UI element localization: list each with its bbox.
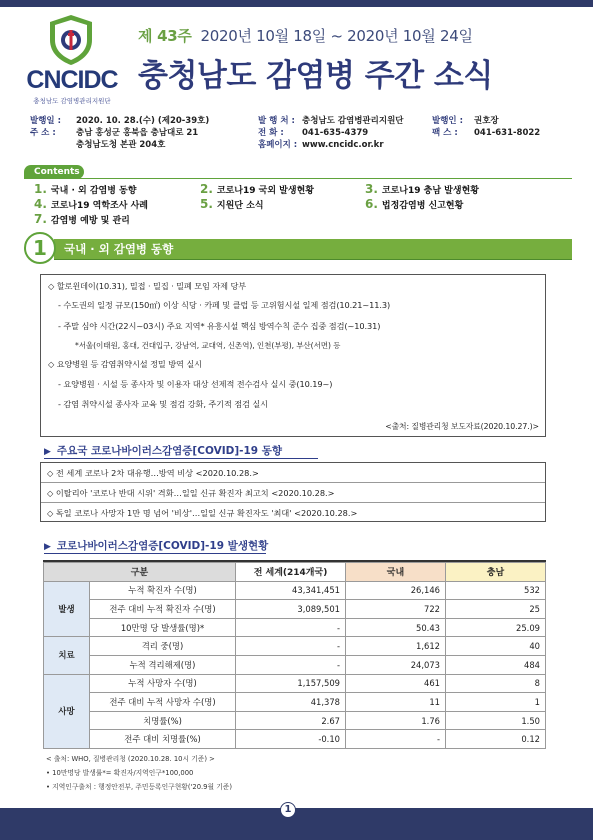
cell-korea: 24,073 [346,655,446,674]
cell-world: 2.67 [236,711,346,730]
major-news-1: ◇ 전 세계 코로나 2차 대유행…방역 비상 <2020.10.28.> [47,468,259,478]
section1-line-4: *서울(이태원, 홍대, 건대입구, 강남역, 교대역, 신촌역), 인천(부평), 부산(서면) 등 [75,341,341,350]
footnote-incidence: • 10만명당 발생률*= 확진자/지역인구*100,000 [46,769,194,777]
toc-item-5[interactable]: 5. 지원단 소식 [200,197,264,211]
group-occurrence: 발생 [44,581,90,637]
table-source-note: < 출처: WHO, 질병관리청 (2020.10.28. 10시 기준) > [46,755,215,763]
major-news-3: ◇ 독일 코로나 사망자 1만 명 넘어 '비상'…일일 신규 확진자도 '최대' <2020.10.28.> [47,508,358,518]
phone: 041-635-4379 [302,128,369,138]
major-news-2: ◇ 이탈리아 '코로나 반대 시위' 격화…일일 신규 확진자 최고치 <2020.10.28.> [47,488,335,498]
cell-korea: 1.76 [346,711,446,730]
major-countries-box [40,462,546,522]
date-range: 2020년 10월 18일 ~ 2020년 10월 24일 [200,27,473,45]
cell-chungnam: 1 [446,693,546,712]
toc-item-4[interactable]: 4. 코로나19 역학조사 사례 [34,197,148,211]
cell-chungnam: 40 [446,637,546,656]
logo-subtitle: 충청남도 감염병관리지원단 [33,97,111,105]
table-row [44,581,546,600]
issuer-label: 발행인 : [432,116,463,126]
bottom-banner-bar [0,808,593,840]
covid-status-table [43,562,546,749]
cell-world: -0.10 [236,730,346,749]
cell-korea: 50.43 [346,618,446,637]
row-label: 10만명 당 발생률(명)* [90,618,236,637]
news-divider [41,482,545,483]
table-row [44,600,546,619]
cell-chungnam: 0.12 [446,730,546,749]
table-row [44,730,546,749]
cell-chungnam: 484 [446,655,546,674]
fax-label: 팩 스 : [432,128,458,138]
toc-item-3[interactable]: 3. 코로나19 충남 발생현황 [365,182,479,196]
status-heading: ▶ 코로나바이러스감염증[COVID]-19 발생현황 [44,540,269,552]
publisher-label: 발 행 처 : [258,116,295,126]
row-label: 치명률(%) [90,711,236,730]
header-chungnam: 충남 [446,563,546,582]
section1-source: <출처: 질병관리청 보도자료(2020.10.27.)> [385,422,539,431]
cell-korea: 11 [346,693,446,712]
section1-underline [54,259,572,260]
top-banner-bar [0,0,593,7]
cell-world: 1,157,509 [236,674,346,693]
news-divider [41,502,545,503]
cell-chungnam: 25.09 [446,618,546,637]
address-line2: 충청남도청 본관 204호 [76,140,166,150]
cell-korea: - [346,730,446,749]
cell-world: - [236,655,346,674]
cell-korea: 461 [346,674,446,693]
section1-title: 국내 · 외 감염병 동향 [54,239,572,259]
table-row [44,637,546,656]
cell-korea: 722 [346,600,446,619]
triangle-right-icon: ▶ [44,542,51,552]
toc-item-1[interactable]: 1. 국내 · 외 감염병 동향 [34,182,137,196]
table-row [44,693,546,712]
cell-chungnam: 532 [446,581,546,600]
cell-korea: 1,612 [346,637,446,656]
section1-number-badge: 1 [24,232,56,264]
phone-label: 전 화 : [258,128,284,138]
section1-line-1: ◇ 할로윈데이(10.31), 밀접 · 밀집 · 밀폐 모임 자제 당부 [48,281,247,291]
cell-chungnam: 8 [446,674,546,693]
contents-divider [24,178,572,179]
cell-world: - [236,618,346,637]
organization-logo [22,14,122,110]
publication-info [30,115,575,163]
page-number: 1 [280,802,296,818]
footnote-population: • 지역인구출처 : 행정안전부, 주민등록인구현황('20.9월 기준) [46,783,233,791]
row-label: 누적 격리해제(명) [90,655,236,674]
section1-line-2: - 수도권의 일정 규모(150㎡) 이상 식당 · 카페 및 클럽 등 고위험시설 일제 점검(10.21~11.3) [58,300,391,310]
major-countries-underline [44,458,318,459]
issue-date: 2020. 10. 28.(수) (제20-39호) [76,116,210,126]
week-range [138,25,473,46]
table-row [44,711,546,730]
row-label: 전주 대비 치명률(%) [90,730,236,749]
major-countries-heading: ▶ 주요국 코로나바이러스감염증[COVID]-19 동향 [44,445,283,457]
cell-world: 43,341,451 [236,581,346,600]
contents-tab: Contents [24,165,84,179]
table-row [44,618,546,637]
toc-item-6[interactable]: 6. 법정감염병 신고현황 [365,197,464,211]
table-row [44,655,546,674]
section1-line-7: - 감염 취약시설 종사자 교육 및 점검 강화, 주기적 점검 실시 [58,399,268,409]
issue-date-label: 발행일 : [30,116,61,126]
homepage-label: 홈페이지 : [258,140,298,150]
row-label: 누적 확진자 수(명) [90,581,236,600]
page-title: 충청남도 감염병 주간 소식 [138,58,493,94]
toc-item-7[interactable]: 7. 감염병 예방 및 관리 [34,212,130,226]
issuer: 권호장 [474,116,499,126]
table-row [44,674,546,693]
logo-wordmark: CNCIDC [26,66,118,94]
header-category: 구분 [44,563,236,582]
address-label: 주 소 : [30,128,56,138]
cell-world: 41,378 [236,693,346,712]
row-label: 누적 사망자 수(명) [90,674,236,693]
section1-line-5: ◇ 요양병원 등 감염취약시설 정밀 방역 실시 [48,359,202,369]
row-label: 격리 중(명) [90,637,236,656]
cell-chungnam: 25 [446,600,546,619]
section1-line-6: - 요양병원 · 시설 등 종사자 및 이용자 대상 선제적 전수검사 실시 중(10.19~) [58,379,333,389]
status-underline [44,553,266,554]
group-treatment: 치료 [44,637,90,674]
table-header-row [44,563,546,582]
cell-world: 3,089,501 [236,600,346,619]
row-label: 전주 대비 누적 확진자 수(명) [90,600,236,619]
header-korea: 국내 [346,563,446,582]
fax: 041-631-8022 [474,128,541,138]
section1-content-box [40,274,546,437]
section1-line-3: - 주말 심야 시간(22시~03시) 주요 지역* 유흥시설 핵심 방역수칙 준수 집중 점검(~10.31) [58,321,381,331]
header-world: 전 세계(214개국) [236,563,346,582]
address-line1: 충남 홍성군 홍북읍 충남대로 21 [76,128,199,138]
row-label: 전주 대비 누적 사망자 수(명) [90,693,236,712]
toc-item-2[interactable]: 2. 코로나19 국외 발생현황 [200,182,314,196]
shield-logo-icon [48,14,94,66]
homepage-link[interactable]: www.cncidc.or.kr [302,140,384,150]
cell-korea: 26,146 [346,581,446,600]
publisher: 충청남도 감염병관리지원단 [302,116,404,126]
group-death: 사망 [44,674,90,748]
cell-world: - [236,637,346,656]
week-label: 제 43주 [138,27,192,45]
triangle-right-icon: ▶ [44,447,51,457]
cell-chungnam: 1.50 [446,711,546,730]
